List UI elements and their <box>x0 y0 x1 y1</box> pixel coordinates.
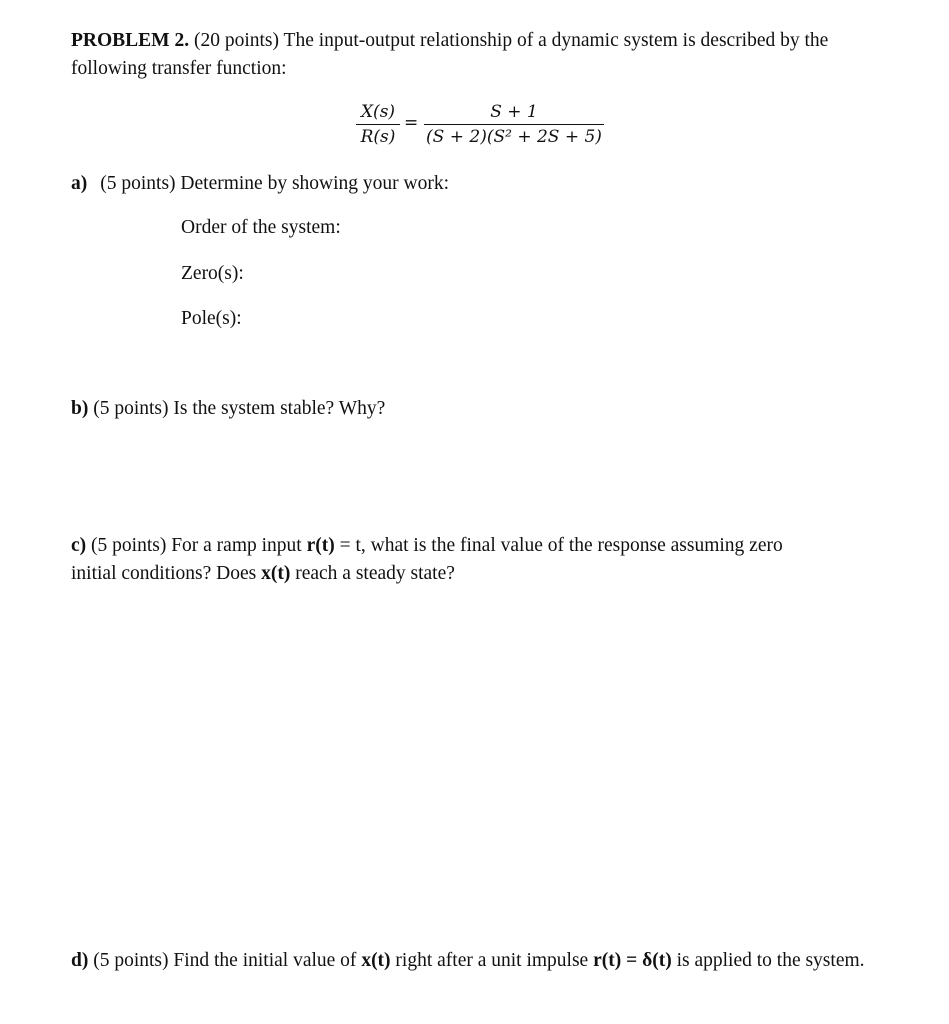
part-d-question <box>71 950 865 972</box>
equation-lhs-numerator: X(s) <box>360 102 396 122</box>
equation-lhs-denominator: R(s) <box>360 127 396 147</box>
problem-title: PROBLEM 2. <box>71 30 190 51</box>
part-d-impulse-input: r(t) = δ(t) <box>593 950 672 971</box>
part-c-text-2: = t, what is the final value of the response assuming zero <box>334 535 783 556</box>
part-d-label: d) <box>71 950 89 971</box>
part-b-label: b) <box>71 398 89 419</box>
part-d-response: x(t) <box>361 950 391 971</box>
part-c-ramp-input: r(t) <box>306 535 335 556</box>
part-c-text-1: (5 points) For a ramp input <box>86 535 307 556</box>
part-b-text: (5 points) Is the system stable? Why? <box>88 398 386 419</box>
part-b-question <box>71 398 385 420</box>
equation-equals: = <box>404 113 419 133</box>
part-a-label: a) <box>71 173 88 194</box>
part-c-question-line2 <box>71 563 455 585</box>
part-a-item-poles: Pole(s): <box>181 308 242 329</box>
part-d-text-1: (5 points) Find the initial value of <box>88 950 362 971</box>
problem-header-line1 <box>71 30 828 52</box>
part-a-text: (5 points) Determine by showing your work: <box>100 173 450 194</box>
equation-rhs-denominator: (S + 2)(S² + 2S + 5) <box>426 127 602 147</box>
equation-rhs-fraction <box>424 102 604 147</box>
part-a-question <box>71 173 449 195</box>
equation-rhs-numerator: S + 1 <box>490 102 538 122</box>
part-c-text-4: reach a steady state? <box>290 563 455 584</box>
part-a-item-order: Order of the system: <box>181 217 341 238</box>
problem-header-line2: following transfer function: <box>71 58 287 79</box>
part-d-text-3: is applied to the system. <box>671 950 865 971</box>
problem-intro: (20 points) The input-output relationship of a dynamic system is described by the <box>189 30 829 51</box>
part-c-question-line1 <box>71 535 783 557</box>
part-d-text-2: right after a unit impulse <box>390 950 594 971</box>
part-a-item-zeros: Zero(s): <box>181 263 244 284</box>
equation-lhs-fraction <box>356 102 400 147</box>
part-c-text-3: initial conditions? Does <box>71 563 262 584</box>
part-c-response: x(t) <box>261 563 291 584</box>
part-c-label: c) <box>71 535 87 556</box>
